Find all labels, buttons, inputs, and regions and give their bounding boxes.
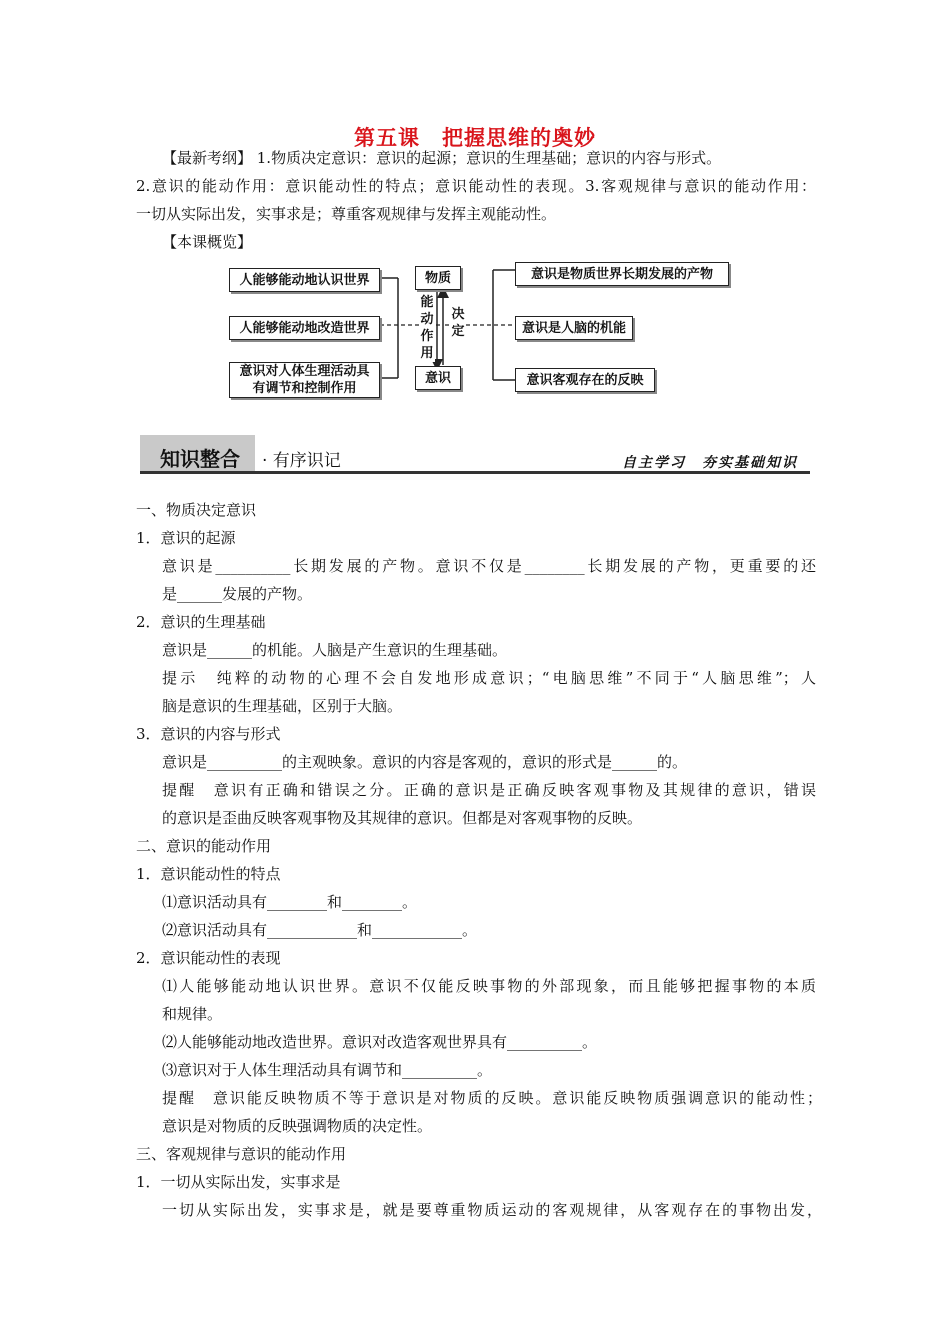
banner-rule: [140, 471, 810, 474]
paragraph-line: 意识是__________的主观映象。意识的内容是客观的，意识的形式是______的。: [162, 753, 688, 771]
banner-tagline: 自主学习 夯实基础知识: [622, 455, 798, 471]
heading-section-3: 三、客观规律与意识的能动作用: [136, 1145, 347, 1163]
list-item: ⑵人能够能动地改造世界。意识对改造客观世界具有__________。: [162, 1033, 598, 1051]
subheading-content-form: 3．意识的内容与形式: [136, 725, 281, 743]
subheading-physiology: 2．意识的生理基础: [136, 613, 266, 631]
subheading-origin: 1．意识的起源: [136, 529, 236, 547]
intro-line-2: 2.意识的能动作用：意识能动性的特点；意识能动性的表现。3.客观规律与意识的能动作用：: [136, 177, 816, 195]
subheading-seek-truth: 1．一切从实际出发，实事求是: [136, 1173, 341, 1191]
subheading-features: 1．意识能动性的特点: [136, 865, 281, 883]
paragraph-line: 一切从实际出发，实事求是，就是要尊重物质运动的客观规律，从客观存在的事物出发，: [162, 1201, 822, 1219]
diagram-label-determine: 决定: [451, 307, 465, 339]
diagram-box-reflection: 意识客观存在的反映: [515, 368, 655, 392]
diagram-box-consciousness: 意识: [415, 366, 461, 390]
diagram-connectors: [0, 0, 950, 420]
overview-label: 【本课概览】: [162, 233, 253, 251]
banner-title: 知识整合: [160, 447, 240, 471]
subheading-manifestations: 2．意识能动性的表现: [136, 949, 281, 967]
list-item: 和规律。: [162, 1005, 223, 1023]
list-item: ⑵意识活动具有____________和____________。: [162, 921, 478, 939]
diagram-box-brain-function: 意识是人脑的机能: [515, 316, 633, 340]
reminder-line: 的意识是歪曲反映客观事物及其规律的意识。但都是对客观事物的反映。: [162, 809, 643, 827]
diagram-box-regulate-body: 意识对人体生理活动具有调节和控制作用: [229, 362, 380, 398]
intro-line-1: 【最新考纲】 1.物质决定意识：意识的起源；意识的生理基础；意识的内容与形式。: [162, 149, 722, 167]
list-item: ⑴意识活动具有________和________。: [162, 893, 418, 911]
heading-section-2: 二、意识的能动作用: [136, 837, 272, 855]
banner-subtitle: · 有序识记: [262, 451, 341, 471]
diagram-box-recognize-world: 人能够能动地认识世界: [229, 268, 380, 292]
heading-section-1: 一、物质决定意识: [136, 501, 257, 519]
page-title: 第五课 把握思维的奥妙: [354, 126, 596, 150]
intro-line-3: 一切从实际出发，实事求是；尊重客观规律与发挥主观能动性。: [136, 205, 557, 223]
tip-line: 脑是意识的生理基础，区别于大脑。: [162, 697, 403, 715]
paragraph-line: 是______发展的产物。: [162, 585, 313, 603]
list-item: ⑶意识对于人体生理活动具有调节和__________。: [162, 1061, 493, 1079]
reminder-line: 提醒 意识有正确和错误之分。正确的意识是正确反映客观事物及其规律的意识，错误: [162, 781, 816, 799]
paragraph-line: 意识是______的机能。人脑是产生意识的生理基础。: [162, 641, 508, 659]
reminder-line: 提醒 意识能反映物质不等于意识是对物质的反映。意识能反映物质强调意识的能动性；: [162, 1089, 822, 1107]
reminder-line: 意识是对物质的反映强调物质的决定性。: [162, 1117, 433, 1135]
diagram-box-product-of-world: 意识是物质世界长期发展的产物: [515, 262, 729, 286]
tip-line: 提示 纯粹的动物的心理不会自发地形成意识；“电脑思维”不同于“人脑思维”；人: [162, 669, 816, 687]
diagram-box-matter: 物质: [415, 266, 461, 290]
paragraph-line: 意识是__________长期发展的产物。意识不仅是________长期发展的产物，更重要的还: [162, 557, 816, 575]
list-item: ⑴人能够能动地认识世界。意识不仅能反映事物的外部现象，而且能够把握事物的本质: [162, 977, 816, 995]
diagram-label-active-role: 能动作用: [420, 295, 434, 361]
diagram-box-transform-world: 人能够能动地改造世界: [229, 316, 380, 340]
